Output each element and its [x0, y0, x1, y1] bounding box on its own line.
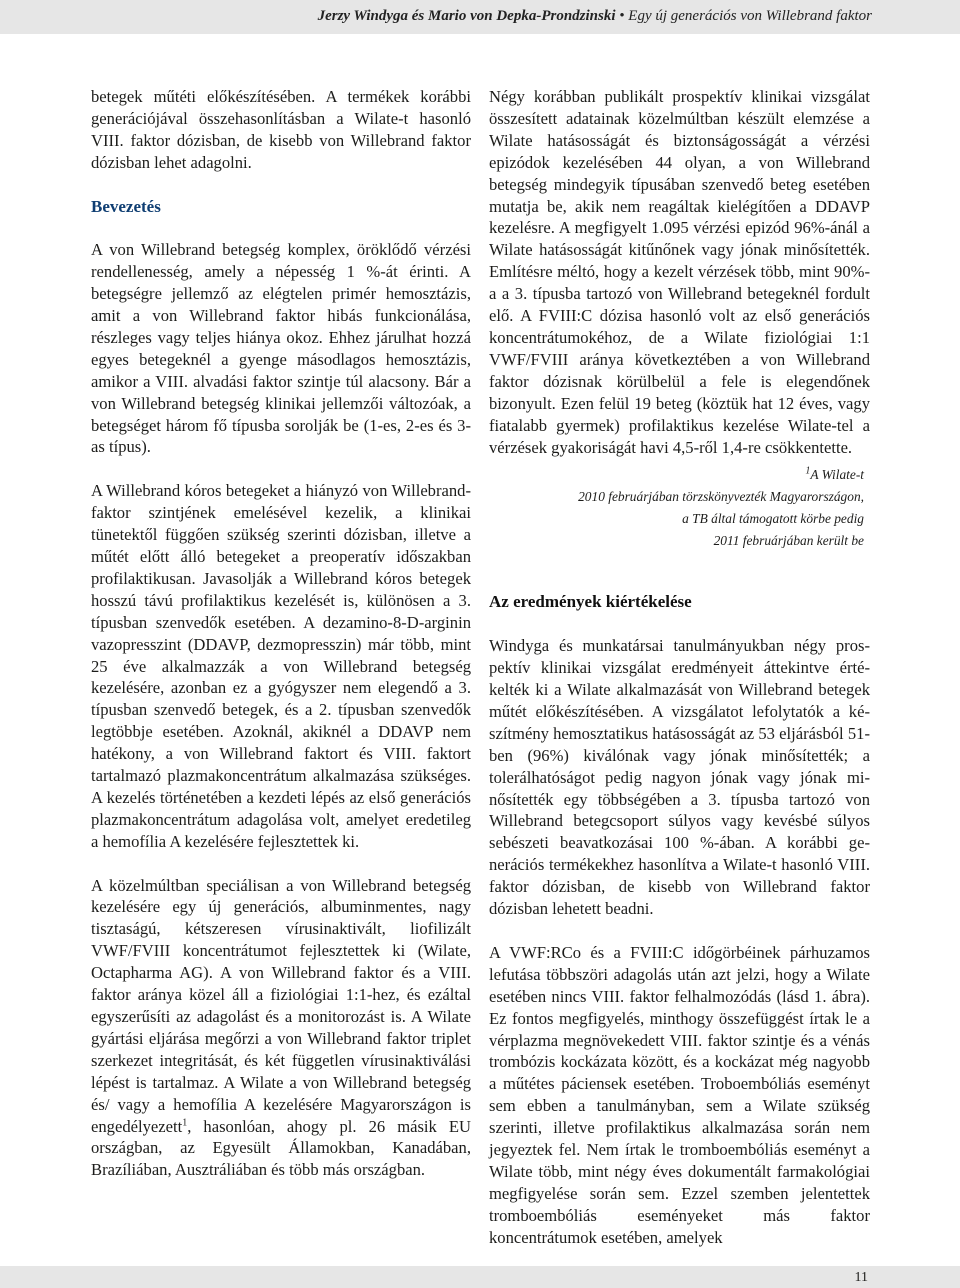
paragraph-treatment: A Willebrand kóros betegeket a hiányzó von Willebrand-faktor szintjének emelésével kezelik, a klinikai tünetektől függően szükség szerinti dózisban, illetve a műtét előtt álló betegeket a preoperatív időszakban profilaktikusan. Javasolják a Willebrand kóros betegek hosszú távú profilaktikus kezelését is, különösen a 3. típusban szenvedők esetében. A dezamino-8-D-arginin vazopresszint (DDAVP, dezmopresszin) már több, mint 25 éve alkalmazzák a von Willebrand betegség kezelésére, azonban ez a gyógyszer nem elegendő a 3. típusban szenvedő betegek, és a 2. típusban szenvedők legtöbbje esetében. Azoknál, akiknél a DDAVP nem hatékony, a von Willebrand faktort és VIII. faktort tartalmazó plazmakoncentrátum alkalmazása szükséges. A kezelés történetében a kezdeti lépés az első generációs plazmakoncentrátum adagolása volt, amelyet eredetileg a hemofília A kezelésére fejlesztettek ki. — [91, 481, 471, 851]
footnote-reference: 1 — [182, 1117, 188, 1128]
footnote — [489, 464, 870, 552]
footnote-line-1-text: A Wilate-t — [810, 467, 864, 483]
paragraph-wilate-text-2: , hasonlóan, ahogy pl. 26 másik EU országban, az Egyesült Államokban, Kanadában, Brazíliában, Ausztráliában és több más országban. — [91, 1116, 471, 1180]
right-column — [489, 86, 870, 1249]
paragraph-wilate-text-1: A közelmúltban speciálisan a von Willebrand betegség kezelésére egy új generációs, albuminmentes, nagy tisztaságú, kétszeresen vírusinaktivált, liofilizált VWF/FVIII koncentrátumot fejlesztettek ki (Wilate, Octapharma AG). A von Willebrand faktor és a VIII. faktor aránya közel áll a fiziológiai 1:1-hez, és ezáltal egyszerűsíti az adagolást és a monitorozást is. A Wilate gyártási eljárása megőrzi a von Willebrand faktor triplet szerkezet integritását, és két független vírusinaktiválási lépést is tartalmaz. A Wilate a von Willebrand betegség és/ vagy a hemofília A kezelésére Magyarországon is engedélyezett — [91, 875, 471, 1136]
footnote-line-1 — [489, 464, 864, 486]
running-header — [318, 8, 872, 25]
header-separator: • — [615, 8, 629, 24]
paragraph-surgery-study: Windyga és munkatársai tanulmányukban négy prospektív klinikai vizsgálat eredményeit áttekintve értékelték ki a Wilate alkalmazását von Willebrand betegek műtét előkészítésében. A vizsgálatot lefolytatók a készítmény hemosztatikus hatásosságát az 53 eljárásból 51-ben (96%) kiválónak vagy jónak minősítették; a tolerálhatóságot pedig nagyon jónak vagy jónak minősítették egy többségében a 3. típusba tartozó von Willebrand betegcsoport súlyos vagy kevésbé súlyos sebészeti beavatkozásai 100 %-ában. A korábbi generációs termékekhez hasonlítva a Wilate-t hasonló VIII. faktor dózisban, de kisebb von Willebrand faktor dózisban lehetett beadni. — [489, 636, 870, 919]
footnote-marker: 1 — [805, 465, 811, 477]
paragraph-disease-overview: A von Willebrand betegség komplex, öröklődő vérzési rendellenesség, amely a népesség 1 %-át érinti. A betegségre jellemző az elégtelen primér hemosztázis, amit a von Willebrand faktor hibás funkcionálása, részleges vagy teljes hiánya okoz. Ehhez járulhat hozzá egyes betegeknél a gyenge másodlagos hemosztázis, amikor a VIII. alvadási faktor szintje túl alacsony. Bár a von Willebrand betegség klinikai jellemzői változóak, a betegséget három fő típusba sorolják be (1-es, 2-es és 3-as típus). — [91, 240, 471, 457]
intro-paragraph: betegek műtéti előkészítésében. A termékek korábbi generációjával összehasonlításban a Wilate-t hasonló VIII. faktor dózisban, de kisebb von Willebrand faktor dózisban lehet adagolni. — [91, 87, 471, 172]
section-heading-results: Az eredmények kiértékelése — [489, 592, 692, 612]
header-authors: Jerzy Windyga és Mario von Depka-Prondzinski — [317, 8, 616, 24]
footer-bar — [0, 1266, 960, 1288]
footnote-line-4: 2011 februárjában került be — [713, 533, 864, 549]
footnote-line-2: 2010 februárjában törzskönyvezték Magyarországon, — [578, 489, 864, 505]
section-heading-introduction: Bevezetés — [91, 196, 161, 216]
paragraph-pharmacokinetics: A VWF:RCo és a FVIII:C időgörbéinek párhuzamos lefutása többszöri adagolás után azt jelzi, hogy a Wilate esetében nincs VIII. faktor felhalmozódás (lásd 1. ábra). Ez fontos megfigyelés, minthogy összefüggést írtak le a vérplazma megnövekedett VIII. faktor szintje és a vénás trombózis kockázata között, és a kockázat még nagyobb a műtétes páciensek esetében. Troboembóliás eseményt sem ebben a tanulmányban, sem a Wilate szükség szerinti, illetve profilaktikus alkalmazása során nem jegyeztek fel. Nem írtak le tromboembóliás eseményt a Wilate több, mint négy éves dokumentált farmakológiai megfigyelése során sem. Ezzel szemben jelentettek tromboembóliás eseményeket más faktor koncentrátumok esetében, amelyek — [489, 942, 870, 1247]
left-column — [91, 86, 471, 1181]
footnote-line-3: a TB által támogatott körbe pedig — [682, 511, 864, 527]
page-number: 11 — [854, 1270, 868, 1285]
paragraph-wilate — [91, 875, 471, 1182]
header-title: Egy új generációs von Willebrand faktor — [628, 8, 872, 24]
paragraph-pooled-analysis: Négy korábban publikált prospektív klinikai vizsgálat összesített adatainak közelmúltban készült elemzése a Wilate hatásosságát és biztonságosságát a vérzési epizódok kezelésében 44 olyan, a von Willebrand betegség mindegyik típusában szenvedő beteg esetében mutatja be, akik nem reagáltak kielégítően a DDAVP kezelésre. A megfigyelt 1.095 vérzési epizód 96%-ánál a Wilate hatásosságát kitűnőnek vagy jónak minősítették. Említésre méltó, hogy a kezelt vérzések több, mint 90%-a a 3. típusba tartozó von Willebrand betegeknél fordult elő. A FVIII:C dózisa hasonló volt az első generációs koncentrátumokéhoz, de a Wilate fiziológiai 1:1 VWF/FVIII aránya következtében a von Willebrand faktor dózisnak körülbelül a fele is elegendőnek bizonyult. Ezen felül 19 beteg (köztük hat 12 éves, vagy fiatalabb gyermek) profilaktikus kezelése Wilate-tel a vérzések gyakoriságát havi 4,5-ről 1,4-re csökkentette. — [489, 87, 870, 457]
